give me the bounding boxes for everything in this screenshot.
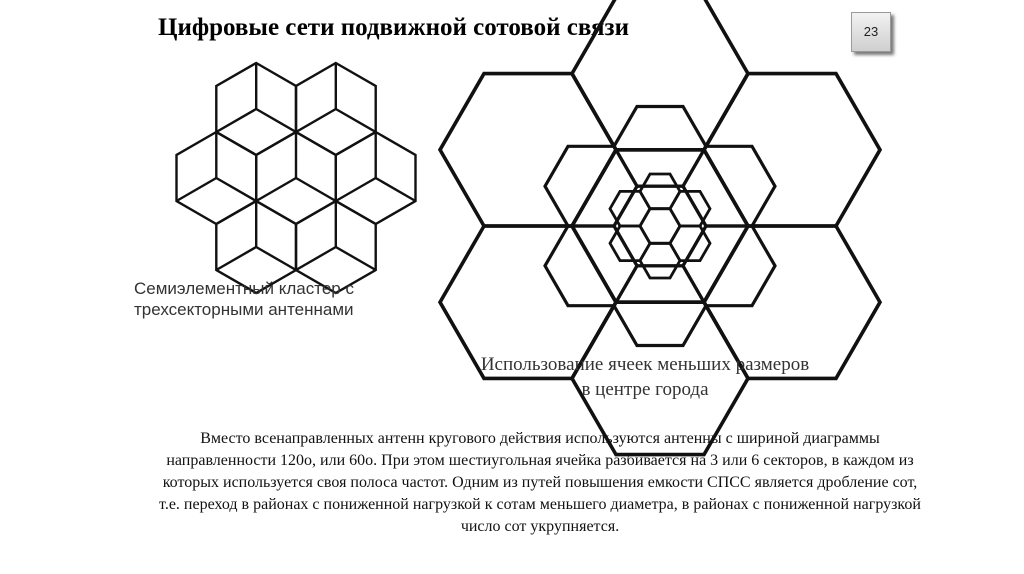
large-cell xyxy=(572,0,748,150)
sector-divider xyxy=(216,247,256,270)
body-line: число сот укрупняется. xyxy=(460,518,620,535)
seven-cell-sector-cluster xyxy=(177,63,416,293)
right-caption-line-2: в центре города xyxy=(581,379,709,400)
left-caption-line-2: трехсекторными антеннами xyxy=(134,300,354,319)
sector-divider xyxy=(177,178,217,201)
body-line: которых используется своя полоса частот. Одним из путей повышения емкости СПСС является дробление сот, xyxy=(162,474,918,491)
medium-cell xyxy=(545,146,637,226)
sector-divider xyxy=(256,109,296,132)
medium-cell xyxy=(683,226,775,306)
large-cell xyxy=(440,74,616,226)
body-line: направленности 120о, или 60о. При этом шестиугольная ячейка разбивается на 3 или 6 секторов, в каждом из xyxy=(166,452,914,469)
sector-divider xyxy=(336,109,376,132)
sector-divider xyxy=(376,178,416,201)
sector-divider xyxy=(256,247,296,270)
sector-divider xyxy=(256,178,296,201)
sector-divider xyxy=(216,109,256,132)
left-caption-line-1: Семиэлементный кластер с xyxy=(134,279,354,298)
slide-title: Цифровые сети подвижной сотовой связи xyxy=(158,14,629,41)
sector-divider xyxy=(336,178,376,201)
body-paragraph xyxy=(60,428,1020,538)
sector-divider xyxy=(296,247,336,270)
medium-cell xyxy=(683,146,775,226)
sector-divider xyxy=(296,178,336,201)
body-line: Вместо всенаправленных антенн кругового действия используются антенны с шириной диаграммы xyxy=(200,430,880,447)
sector-divider xyxy=(296,109,336,132)
sector-divider xyxy=(336,247,376,270)
right-caption-line-1: Использование ячеек меньших размеров xyxy=(480,354,810,375)
large-cell xyxy=(704,74,880,226)
medium-cell xyxy=(545,226,637,306)
body-line: т.е. переход в районах с пониженной нагрузкой к сотам меньшего диаметра, в районах с пониженной нагрузкой xyxy=(159,496,921,513)
sector-divider xyxy=(216,178,256,201)
page-number-badge: 23 xyxy=(851,12,891,52)
